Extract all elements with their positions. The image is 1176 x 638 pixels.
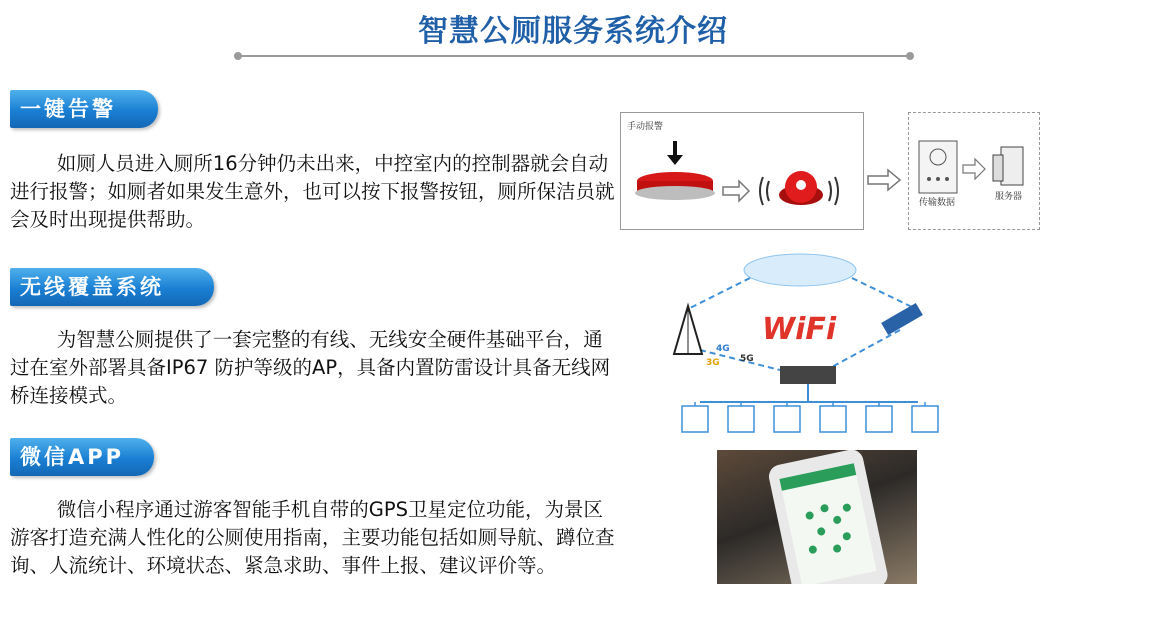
label-4g: 4G <box>716 344 730 354</box>
label-5g: 5G <box>740 354 754 364</box>
server-label: 服务器 <box>995 192 1023 202</box>
label-3g: 3G <box>706 358 720 368</box>
section-tag-alarm: 一键告警 <box>10 90 158 128</box>
smartphone-icon <box>717 450 917 584</box>
section-tag-wechat: 微信APP <box>10 438 154 476</box>
transfer-data-label: 传输数据 <box>919 198 956 208</box>
section-tag-wireless: 无线覆盖系统 <box>10 268 214 306</box>
alarm-flow-figure <box>620 112 864 230</box>
section-text-wireless: 为智慧公厕提供了一套完整的有线、无线安全硬件基础平台，通过在室外部署具备IP67 防护等级的AP，具备内置防雷设计具备无线网桥连接模式。 <box>10 328 611 407</box>
phone-photo <box>717 450 917 584</box>
title-divider <box>238 55 910 57</box>
section-text-alarm: 如厕人员进入厕所16分钟仍未出来，中控室内的控制器就会自动进行报警；如厕者如果发生意外，也可以按下报警按钮，厕所保洁员就会及时出现提供帮助。 <box>10 152 615 231</box>
wifi-logo: WiFi <box>762 312 837 347</box>
server-flow-figure <box>908 112 1040 230</box>
page-title: 智慧公厕服务系统介绍 <box>418 14 728 49</box>
alarm-button-icon <box>621 113 861 228</box>
flow-arrow-icon <box>866 168 906 192</box>
section-text-wechat: 微信小程序通过游客智能手机自带的GPS卫星定位功能，为景区游客打造充满人性化的公厕使用指南，主要功能包括如厕导航、蹲位查询、人流统计、环境状态、紧急求助、事件上报、建议评价等。 <box>10 498 615 577</box>
manual-alarm-label: 手动报警 <box>627 122 664 132</box>
